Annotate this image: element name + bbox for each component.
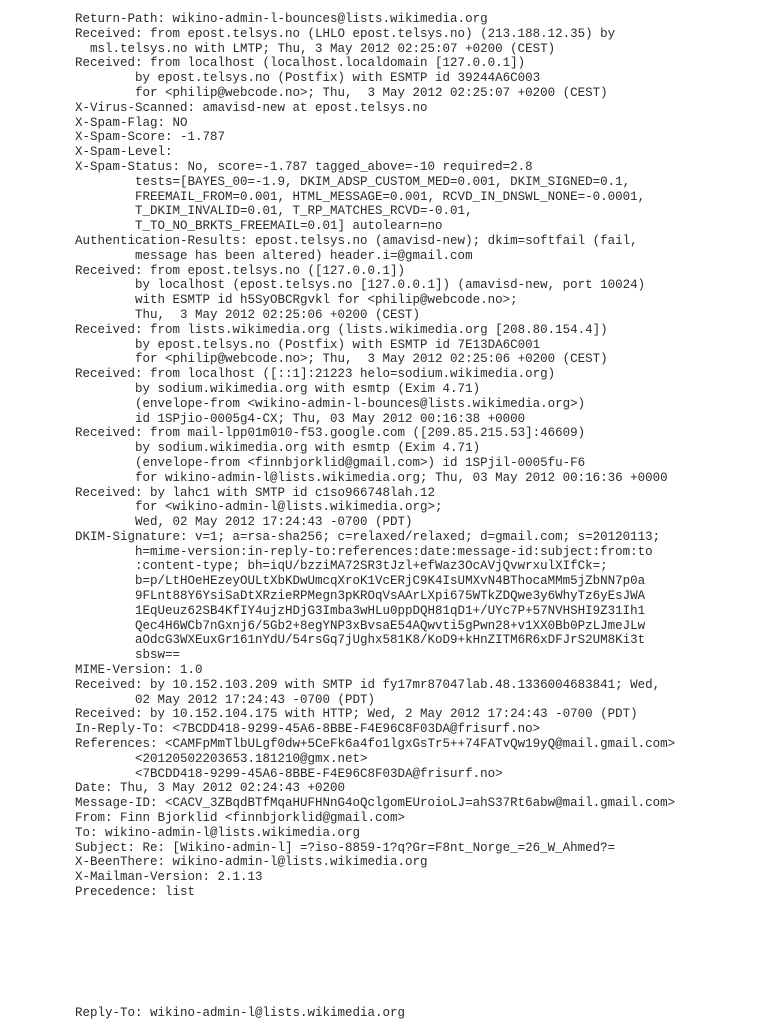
header-line: X-Spam-Score: -1.787 [75,130,226,145]
header-line: 1EqUeuz62SB4KfIY4ujzHDjG3Imba3wHLu0ppDQH81qD1+/UYc7P+57NVHSHI9Z31Ih1 [75,603,646,618]
header-line: with ESMTP id h5SyOBCRgvkl for <philip@webcode.no>; [75,293,518,308]
header-line: id 1SPjio-0005g4-CX; Thu, 03 May 2012 00:16:38 +0000 [75,411,526,426]
header-line: aOdcG3WXEuxGr161nYdU/54rsGq7jUghx581K8/KoD9+kHnZITM6R6xDFJrS2UM8Ki3t [75,633,646,648]
header-line: Received: from lists.wikimedia.org (lists.wikimedia.org [208.80.154.4]) [75,322,608,337]
header-line: for <wikino-admin-l@lists.wikimedia.org>; [75,500,443,515]
header-line: Message-ID: <CACV_3ZBqdBTfMqaHUFHNnG4oQclgomEUroioLJ=ahS37Rt6abw@mail.gmail.com> [75,796,676,811]
header-line: Date: Thu, 3 May 2012 02:24:43 +0200 [75,781,346,796]
header-line: X-Spam-Flag: NO [75,115,188,130]
header-line: Precedence: list [75,885,196,900]
header-line: for wikino-admin-l@lists.wikimedia.org; Thu, 03 May 2012 00:16:36 +0000 [75,470,668,485]
header-line: by localhost (epost.telsys.no [127.0.0.1]) (amavisd-new, port 10024) [75,278,646,293]
header-line: Return-Path: wikino-admin-l-bounces@lists.wikimedia.org [75,12,488,26]
header-line: Received: by 10.152.104.175 with HTTP; Wed, 2 May 2012 17:24:43 -0700 (PDT) [75,707,638,722]
header-line: (envelope-from <finnbjorklid@gmail.com>) id 1SPjil-0005fu-F6 [75,455,586,470]
reply-to-header: Reply-To: wikino-admin-l@lists.wikimedia.org [75,1006,406,1020]
email-header-block [75,12,675,900]
header-line: Received: from epost.telsys.no (LHLO epost.telsys.no) (213.188.12.35) by [75,26,616,41]
header-line: X-Spam-Status: No, score=-1.787 tagged_above=-10 required=2.8 [75,159,533,174]
header-line: Authentication-Results: epost.telsys.no (amavisd-new); dkim=softfail (fail, [75,233,638,248]
header-line: FREEMAIL_FROM=0.001, HTML_MESSAGE=0.001, RCVD_IN_DNSWL_NONE=-0.0001, [75,189,646,204]
header-line: h=mime-version:in-reply-to:references:date:message-id:subject:from:to [75,544,653,559]
header-line: Qec4H6WCb7nGxnj6/5Gb2+8egYNP3xBvsaE54AQwvti5gPwn28+v1XX0Bb0PzLJmeJLw [75,618,646,633]
header-line: Subject: Re: [Wikino-admin-l] =?iso-8859-1?q?Gr=F8nt_Norge_=26_W_Ahmed?= [75,840,616,855]
header-line: Received: from localhost ([::1]:21223 helo=sodium.wikimedia.org) [75,367,556,382]
header-line: Received: from epost.telsys.no ([127.0.0.1]) [75,263,406,278]
header-line: X-Virus-Scanned: amavisd-new at epost.telsys.no [75,100,428,115]
header-line: References: <CAMFpMmTlbULgf0dw+5CeFk6a4fo1lgxGsTr5++74FATvQw19yQ@mail.gmail.com> [75,737,676,752]
header-line: T_DKIM_INVALID=0.01, T_RP_MATCHES_RCVD=-0.01, [75,204,473,219]
header-line: X-Mailman-Version: 2.1.13 [75,870,263,885]
header-line: To: wikino-admin-l@lists.wikimedia.org [75,825,361,840]
header-line: Received: from localhost (localhost.localdomain [127.0.0.1]) [75,56,526,71]
header-line: MIME-Version: 1.0 [75,663,203,678]
header-line: msl.telsys.no with LMTP; Thu, 3 May 2012 02:25:07 +0200 (CEST) [75,41,556,56]
header-line: by sodium.wikimedia.org with esmtp (Exim 4.71) [75,441,481,456]
header-line: b=p/LtHOeHEzeyOULtXbKDwUmcqXroK1VcERjC9K4IsUMXvN4BThocaMMm5jZbNN7p0a [75,574,646,589]
header-line: Received: from mail-lpp01m010-f53.google.com ([209.85.215.53]:46609) [75,426,586,441]
header-line: X-Spam-Level: [75,145,173,160]
header-line: <7BCDD418-9299-45A6-8BBE-F4E96C8F03DA@frisurf.no> [75,766,503,781]
header-line: (envelope-from <wikino-admin-l-bounces@lists.wikimedia.org>) [75,396,586,411]
header-line: DKIM-Signature: v=1; a=rsa-sha256; c=relaxed/relaxed; d=gmail.com; s=20120113; [75,529,661,544]
header-line: by epost.telsys.no (Postfix) with ESMTP id 39244A6C003 [75,71,541,86]
header-line: In-Reply-To: <7BCDD418-9299-45A6-8BBE-F4E96C8F03DA@frisurf.no> [75,722,541,737]
header-line: T_TO_NO_BRKTS_FREEMAIL=0.01] autolearn=no [75,219,443,234]
header-line: Thu, 3 May 2012 02:25:06 +0200 (CEST) [75,307,421,322]
header-line: by epost.telsys.no (Postfix) with ESMTP id 7E13DA6C001 [75,337,541,352]
header-line: by sodium.wikimedia.org with esmtp (Exim 4.71) [75,381,481,396]
header-line: <20120502203653.181210@gmx.net> [75,751,368,766]
header-line: X-BeenThere: wikino-admin-l@lists.wikimedia.org [75,855,428,870]
header-line: From: Finn Bjorklid <finnbjorklid@gmail.com> [75,811,406,826]
header-line: message has been altered) header.i=@gmail.com [75,248,473,263]
header-line: tests=[BAYES_00=-1.9, DKIM_ADSP_CUSTOM_MED=0.001, DKIM_SIGNED=0.1, [75,174,631,189]
header-line: for <philip@webcode.no>; Thu, 3 May 2012 02:25:07 +0200 (CEST) [75,85,608,100]
header-line: 02 May 2012 17:24:43 -0700 (PDT) [75,692,376,707]
header-line: Received: by lahc1 with SMTP id c1so966748lah.12 [75,485,436,500]
header-line: :content-type; bh=iqU/bzziMA72SR3tJzl+efWaz3OcAVjQvwrxulXIfCk=; [75,559,608,574]
header-line: Received: by 10.152.103.209 with SMTP id fy17mr87047lab.48.1336004683841; Wed, [75,677,661,692]
header-line: 9FLnt88Y6YsiSaDtXRzieRPMegn3pKROqVsAArLXpi675WTkZDQwe3y6WhyTz6yEsJWA [75,589,646,604]
header-line: for <philip@webcode.no>; Thu, 3 May 2012 02:25:06 +0200 (CEST) [75,352,608,367]
header-line: Wed, 02 May 2012 17:24:43 -0700 (PDT) [75,515,413,530]
header-line: sbsw== [75,648,181,663]
